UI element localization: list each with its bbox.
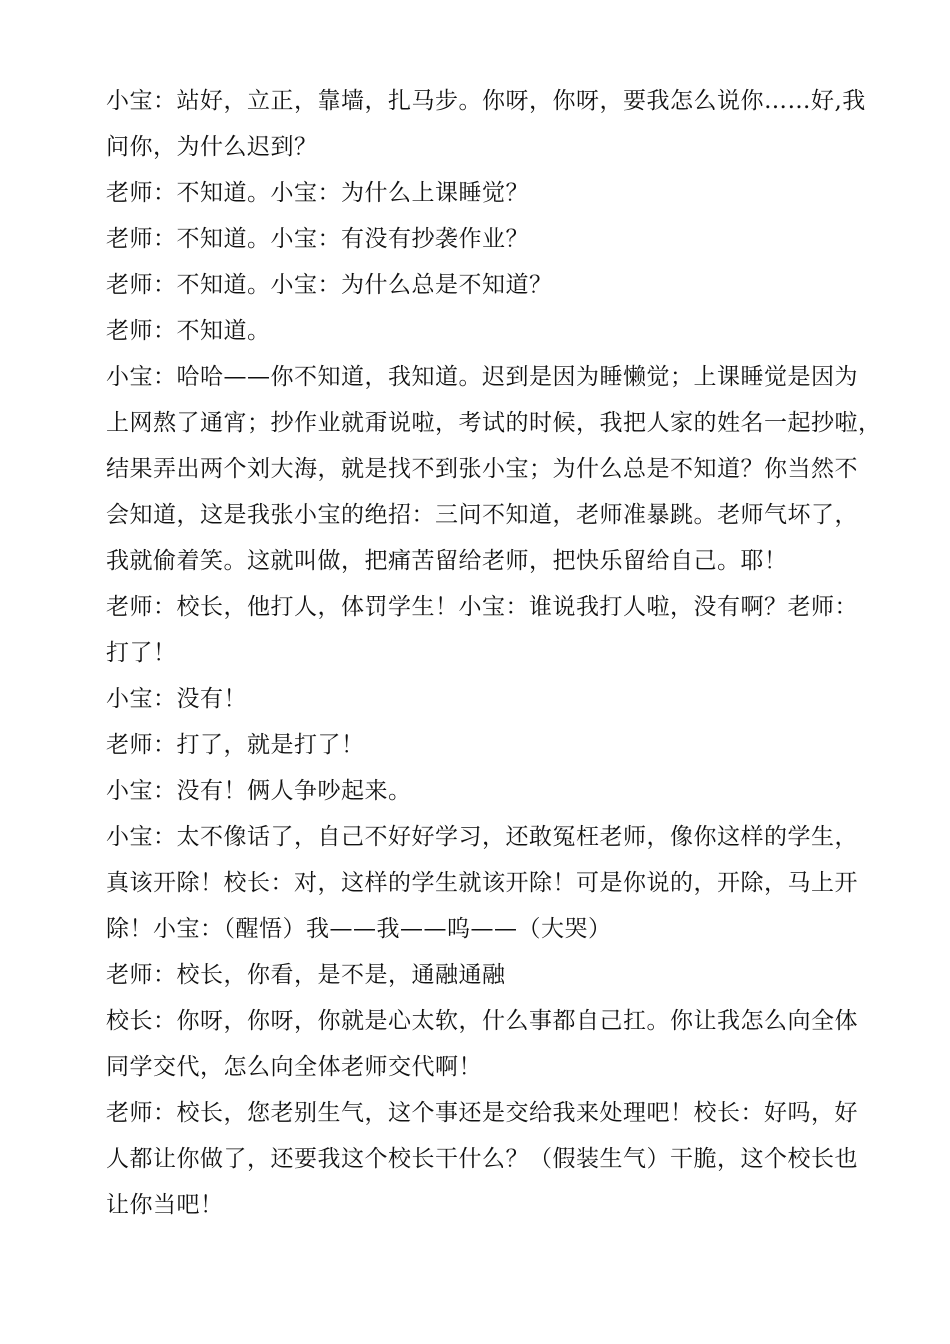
text-line: 小宝：太不像话了，自己不好好学习，还敢冤枉老师，像你这样的学生，	[106, 824, 858, 850]
text-line: 结果弄出两个刘大海，就是找不到张小宝；为什么总是不知道？你当然不	[106, 456, 858, 482]
text-line: 校长：你呀，你呀，你就是心太软，什么事都自己扛。你让我怎么向全体	[106, 1008, 858, 1034]
text-line: 打了！	[106, 640, 177, 666]
text-line: 老师：不知道。小宝：为什么上课睡觉？	[106, 180, 529, 206]
text-line: 上网熬了通宵；抄作业就甭说啦，考试的时候，我把人家的姓名一起抄啦，	[106, 410, 882, 436]
text-line: 小宝：没有！	[106, 686, 247, 712]
text-line: 小宝：站好，立正，靠墙，扎马步。你呀，你呀，要我怎么说你……好,我	[106, 88, 866, 114]
text-line: 会知道，这是我张小宝的绝招：三问不知道，老师准暴跳。老师气坏了，	[106, 502, 858, 528]
text-line: 我就偷着笑。这就叫做，把痛苦留给老师，把快乐留给自己。耶！	[106, 548, 788, 574]
text-line: 同学交代，怎么向全体老师交代啊！	[106, 1054, 482, 1080]
text-line: 除！小宝：（醒悟）我——我——呜——（大哭）	[106, 916, 612, 942]
text-line: 问你，为什么迟到？	[106, 134, 318, 160]
text-line: 老师：校长，你看，是不是，通融通融	[106, 962, 506, 988]
text-line: 小宝：哈哈——你不知道，我知道。迟到是因为睡懒觉；上课睡觉是因为	[106, 364, 858, 390]
text-line: 老师：校长，他打人，体罚学生！小宝：谁说我打人啦，没有啊？老师：	[106, 594, 858, 620]
text-line: 让你当吧！	[106, 1192, 224, 1218]
text-line: 老师：打了，就是打了！	[106, 732, 365, 758]
text-line: 老师：不知道。小宝：为什么总是不知道？	[106, 272, 553, 298]
text-line: 老师：不知道。小宝：有没有抄袭作业？	[106, 226, 529, 252]
text-line: 老师：校长，您老别生气，这个事还是交给我来处理吧！校长：好吗，好	[106, 1100, 858, 1126]
text-line: 老师：不知道。	[106, 318, 271, 344]
text-line: 人都让你做了，还要我这个校长干什么？（假装生气）干脆，这个校长也	[106, 1146, 858, 1172]
text-line: 小宝：没有！俩人争吵起来。	[106, 778, 412, 804]
text-line: 真该开除！校长：对，这样的学生就该开除！可是你说的，开除，马上开	[106, 870, 858, 896]
